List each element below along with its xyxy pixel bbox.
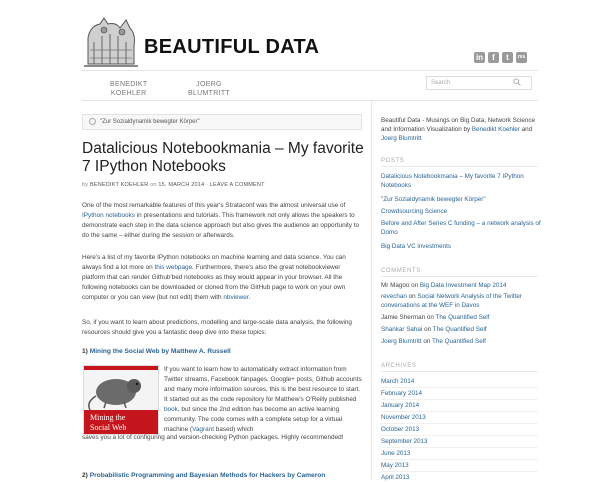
- post-paragraph-2: [82, 253, 364, 303]
- text: One of the most remarkable features of this year's Strataconf was the almost universal use of: [82, 202, 346, 209]
- nav-item-line: JOERG: [196, 81, 222, 88]
- nav-item-line: BLUMTRITT: [188, 90, 230, 97]
- comment-on: on: [424, 326, 432, 333]
- comment-post-link[interactable]: The Quantified Self: [435, 314, 490, 321]
- text: Here's a list of my favorite IPython notebooks on machine learning and data science. You can always find a lot more on: [82, 254, 346, 271]
- sidebar-comment: [381, 281, 541, 290]
- post-paragraph-1: [82, 201, 364, 241]
- archive-link[interactable]: January 2014: [381, 402, 420, 409]
- post-paragraph-3: So, if you want to learn about predictions, modelling and large-scale data analysis, the following resources should give you a fantastic deep dive into these topics:: [82, 319, 352, 336]
- search-icon[interactable]: [513, 78, 521, 86]
- comment-post-link[interactable]: The Quantified Self: [432, 338, 486, 345]
- mining-social-web-link[interactable]: Mining the Social Web by Matthew A. Russell: [89, 348, 231, 355]
- sidebar-post-link[interactable]: Before and After Series C funding – a network analysis of Domo: [381, 220, 541, 236]
- section-heading-1: [82, 348, 231, 355]
- archive-separator: [381, 459, 538, 460]
- section-1-text: [164, 365, 364, 435]
- archive-link[interactable]: February 2014: [381, 390, 422, 397]
- leave-comment-link[interactable]: LEAVE A COMMENT: [209, 182, 265, 188]
- archive-link[interactable]: November 2013: [381, 414, 426, 421]
- sidebar-comments-title: COMMENTS: [381, 268, 421, 274]
- search-input[interactable]: Search: [426, 76, 532, 90]
- sidebar-comment: [381, 325, 541, 334]
- site-title[interactable]: BEAUTIFUL DATA: [144, 36, 320, 58]
- book-link[interactable]: book: [164, 406, 178, 413]
- archive-link[interactable]: April 2013: [381, 474, 410, 481]
- joerg-blumtritt-link[interactable]: Joerg Blumtritt: [381, 135, 422, 142]
- nbviewer-link[interactable]: nbviewer: [223, 294, 249, 301]
- probabilistic-programming-link[interactable]: Probabilistic Programming and Bayesian Methods for Hackers by Cameron: [89, 472, 326, 479]
- column-divider: [371, 101, 372, 480]
- text: based) which: [213, 426, 254, 433]
- archive-link[interactable]: May 2013: [381, 462, 409, 469]
- archive-separator: [381, 435, 538, 436]
- circle-icon: [89, 118, 96, 125]
- rss-icon[interactable]: rss: [516, 52, 527, 63]
- archive-separator: [381, 471, 538, 472]
- linkedin-icon[interactable]: in: [475, 53, 484, 62]
- comment-author: Jamie Sherman: [381, 314, 426, 321]
- sidebar-posts-title: POSTS: [381, 158, 405, 164]
- book-cover-image[interactable]: [83, 365, 159, 435]
- sidebar-about: [381, 116, 541, 143]
- nav-item-line: KOEHLER: [110, 90, 147, 97]
- archive-separator: [381, 387, 538, 388]
- vagrant-link[interactable]: Vagrant: [192, 426, 214, 433]
- sidebar-post-link[interactable]: Crowdsourcing Science: [381, 208, 448, 215]
- section-number: 1): [82, 348, 88, 355]
- twitter-icon[interactable]: t: [502, 52, 513, 63]
- previous-post-label: "Zur Sozialdynamik bewegter Körper": [100, 119, 200, 125]
- sidebar-post-link[interactable]: Datalicious Notebookmania – My favorite 7 IPython Notebooks: [381, 173, 524, 189]
- comment-author-link[interactable]: Joerg Blumtritt: [381, 338, 422, 345]
- ipython-notebooks-link[interactable]: IPython notebooks: [82, 212, 135, 219]
- text: , but since the 2nd edition has become an active learning community. The code comes with a complete setup for a virtual machine (: [164, 406, 343, 433]
- logo-engraving-icon[interactable]: [82, 12, 140, 70]
- section-number: 2): [82, 472, 88, 479]
- book-title-line-1: Mining the: [90, 413, 126, 422]
- sidebar-divider: [381, 166, 538, 167]
- text: Beautiful Data - Musings on Big Data, Network Science and Information Visualization by: [381, 117, 535, 133]
- sidebar-divider: [381, 276, 538, 277]
- comment-author: Mr Magoo: [381, 282, 410, 289]
- text: If you want to learn how to automatically extract information from Twitter streams, Facebook fanpages, Google+ posts, Github accounts and many more information sources, this is the best resource to start. It started out as the code repository for Matthew's O'Reilly published: [164, 366, 362, 403]
- sidebar-comment: [381, 313, 541, 322]
- sidebar-comment: [381, 337, 541, 346]
- header-divider: [82, 70, 538, 71]
- comment-author-link[interactable]: Shankar Sahai: [381, 326, 423, 333]
- meta-on: on: [150, 182, 157, 188]
- nav-item-benedikt-koehler[interactable]: [110, 80, 147, 98]
- sidebar-archives-title: ARCHIVES: [381, 363, 417, 369]
- meta-author-link[interactable]: BENEDIKT KOEHLER: [89, 182, 149, 188]
- archive-link[interactable]: March 2014: [381, 378, 415, 385]
- section-1-text-continued: saves you a lot of configuring and version-checking Python packages. Highly recommended!: [82, 434, 344, 441]
- benedikt-koehler-link[interactable]: Benedikt Koehler: [471, 126, 520, 133]
- sidebar-divider: [381, 371, 538, 372]
- text: . Furthermore, there's also the great notebookviewer platform that can render Github'bed notebooks as they would appear in your browser. All the following notebooks can be downloaded or cloned from the GitHub page to work on your own computer or you can view (but not edit) them with: [82, 264, 346, 301]
- comment-on: on: [408, 293, 416, 300]
- section-heading-2: [82, 472, 325, 479]
- archive-separator: [381, 447, 538, 448]
- meta-date-link[interactable]: 15. MARCH 2014: [158, 182, 205, 188]
- comment-post-link[interactable]: The Quantified Self: [432, 326, 487, 333]
- archive-link[interactable]: June 2013: [381, 450, 411, 457]
- archive-separator: [381, 411, 538, 412]
- meta-by: by: [82, 182, 89, 188]
- meta-separator: ·: [206, 182, 209, 188]
- comment-on: on: [423, 338, 431, 345]
- sidebar-post-link[interactable]: "Zur Sozialdynamik bewegter Körper": [381, 196, 486, 203]
- post-title[interactable]: Datalicious Notebookmania – My favorite 7 IPython Notebooks: [82, 140, 364, 175]
- archive-link[interactable]: September 2013: [381, 438, 428, 445]
- sidebar-post-link[interactable]: Big Data VC investments: [381, 243, 451, 250]
- nav-divider: [82, 100, 538, 101]
- sidebar-comment: [381, 292, 541, 310]
- comment-post-link[interactable]: Big Data Investment Map 2014: [419, 282, 507, 289]
- comment-on: on: [426, 314, 434, 321]
- text: .: [248, 294, 251, 301]
- archive-link[interactable]: October 2013: [381, 426, 420, 433]
- comment-author-link[interactable]: revechan: [381, 293, 407, 300]
- nav-item-line: BENEDIKT: [110, 81, 148, 88]
- text: and: [519, 126, 533, 133]
- book-title-line-2: Social Web: [90, 423, 127, 432]
- comment-on: on: [411, 282, 419, 289]
- previous-post-link[interactable]: [82, 114, 362, 130]
- nav-item-joerg-blumtritt[interactable]: [188, 80, 230, 98]
- post-meta: [82, 182, 265, 188]
- text: in presentations and tutorials. This framework not only allows the speakers to demonstrate each step in the data science approach but also gives the audience an opportunity to do the same – either during the session or afterwards.: [82, 212, 360, 239]
- archive-separator: [381, 399, 538, 400]
- this-webpage-link[interactable]: this webpage: [154, 264, 193, 271]
- facebook-icon[interactable]: f: [488, 52, 499, 63]
- archive-separator: [381, 423, 538, 424]
- comment-post-link[interactable]: Social Network Analysis of the Twitter conversations at the WEF in Davos: [381, 293, 522, 309]
